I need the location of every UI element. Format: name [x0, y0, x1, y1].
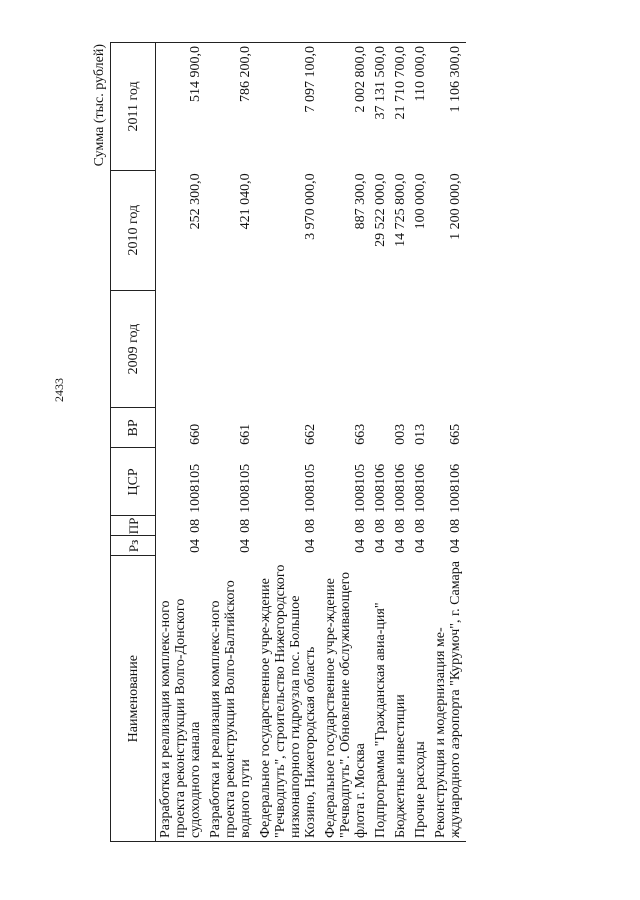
cell-csr: 1008106	[393, 463, 408, 513]
cell-y2011: 21 710 700,0	[391, 43, 411, 171]
cell-name: Подпрограмма "Гражданская авиа-ция"	[371, 556, 391, 842]
header-rz: Рз	[111, 536, 156, 556]
cell-name: Разработка и реализация комплекс-ного проекта реконструкции Волго-Донского судоходного канала	[156, 556, 207, 842]
cell-y2011: 37 131 500,0	[371, 43, 391, 171]
budget-table	[110, 42, 466, 842]
cell-rz: 04	[238, 538, 253, 553]
cell-pr: 08	[238, 518, 253, 533]
cell-vr: 660	[188, 423, 203, 445]
cell-pr: 08	[303, 518, 318, 533]
cell-csr: 1008105	[303, 463, 318, 513]
cell-y2011: 7 097 100,0	[256, 43, 321, 171]
table-header-row	[111, 43, 156, 842]
cell-rz: 04	[353, 538, 368, 553]
cell-vr: 665	[448, 423, 463, 445]
table-row	[371, 43, 391, 842]
cell-y2009	[371, 290, 391, 408]
cell-name: Бюджетные инвестиции	[391, 556, 411, 842]
cell-y2010: 252 300,0	[188, 173, 203, 230]
cell-rz: 04	[303, 538, 318, 553]
cell-y2010: 3 970 000,0	[303, 173, 318, 240]
table-row	[206, 43, 256, 842]
cell-y2011: 1 106 300,0	[431, 43, 466, 171]
cell-y2011: 2 002 800,0	[321, 43, 371, 171]
cell-pr: 08	[353, 518, 368, 533]
cell-pr: 08	[373, 518, 388, 533]
cell-name: Федеральное государственное учре-ждение "Речводпуть", строительство Нижегородского низконапорного гидроузла пос. Большое Козино, Нижегородская область	[256, 556, 321, 842]
header-pr: ПР	[111, 516, 156, 536]
cell-csr: 1008106	[413, 463, 428, 513]
table-row	[411, 43, 431, 842]
units-note: Сумма (тыс. рублей)	[92, 44, 107, 167]
table-row	[431, 43, 466, 842]
cell-y2011: 786 200,0	[206, 43, 256, 171]
cell-y2010: 100 000,0	[413, 173, 428, 230]
cell-y2009	[256, 290, 321, 408]
header-2010: 2010 год	[111, 170, 156, 290]
cell-y2010: 14 725 800,0	[393, 173, 408, 247]
cell-vr: 661	[238, 423, 253, 445]
cell-y2009	[321, 290, 371, 408]
cell-vr: 662	[303, 423, 318, 445]
table-row	[321, 43, 371, 842]
page-number: 2433	[52, 378, 66, 402]
header-name: Наименование	[111, 556, 156, 842]
cell-y2011: 110 000,0	[411, 43, 431, 171]
cell-csr: 1008106	[373, 463, 388, 513]
table-row	[391, 43, 411, 842]
cell-vr	[371, 408, 391, 448]
cell-pr: 08	[393, 518, 408, 533]
header-csr: ЦСР	[111, 448, 156, 516]
header-2009: 2009 год	[111, 290, 156, 408]
header-vr: ВР	[111, 408, 156, 448]
cell-rz: 04	[373, 538, 388, 553]
cell-vr: 663	[353, 423, 368, 445]
cell-rz: 04	[413, 538, 428, 553]
table-row	[156, 43, 207, 842]
cell-y2009	[206, 290, 256, 408]
cell-csr: 1008106	[448, 463, 463, 513]
cell-name: Прочие расходы	[411, 556, 431, 842]
cell-y2009	[431, 290, 466, 408]
rotated-table-area	[92, 42, 552, 842]
cell-pr: 08	[413, 518, 428, 533]
cell-name: Разработка и реализация комплекс-ного проекта реконструкции Волго-Балтийского водного пути	[206, 556, 256, 842]
cell-y2011: 514 900,0	[156, 43, 207, 171]
cell-vr: 003	[393, 423, 408, 445]
table-row	[256, 43, 321, 842]
cell-y2010: 887 300,0	[353, 173, 368, 230]
cell-csr: 1008105	[238, 463, 253, 513]
cell-y2010: 1 200 000,0	[448, 173, 463, 240]
cell-rz: 04	[448, 538, 463, 553]
cell-csr: 1008105	[353, 463, 368, 513]
cell-y2010: 29 522 000,0	[373, 173, 388, 247]
cell-y2010: 421 040,0	[238, 173, 253, 230]
cell-rz: 04	[188, 538, 203, 553]
cell-vr: 013	[413, 423, 428, 445]
cell-name: Реконструкция и модернизация ме-ждународного аэропорта "Курумоч", г. Самара	[431, 556, 466, 842]
cell-y2009	[391, 290, 411, 408]
cell-rz: 04	[393, 538, 408, 553]
cell-csr: 1008105	[188, 463, 203, 513]
header-2011: 2011 год	[111, 43, 156, 171]
cell-name: Федеральное государственное учре-ждение "Речводпуть". Обновление обслуживающего флота г. Москва	[321, 556, 371, 842]
cell-y2009	[156, 290, 207, 408]
cell-y2009	[411, 290, 431, 408]
cell-pr: 08	[448, 518, 463, 533]
cell-pr: 08	[188, 518, 203, 533]
